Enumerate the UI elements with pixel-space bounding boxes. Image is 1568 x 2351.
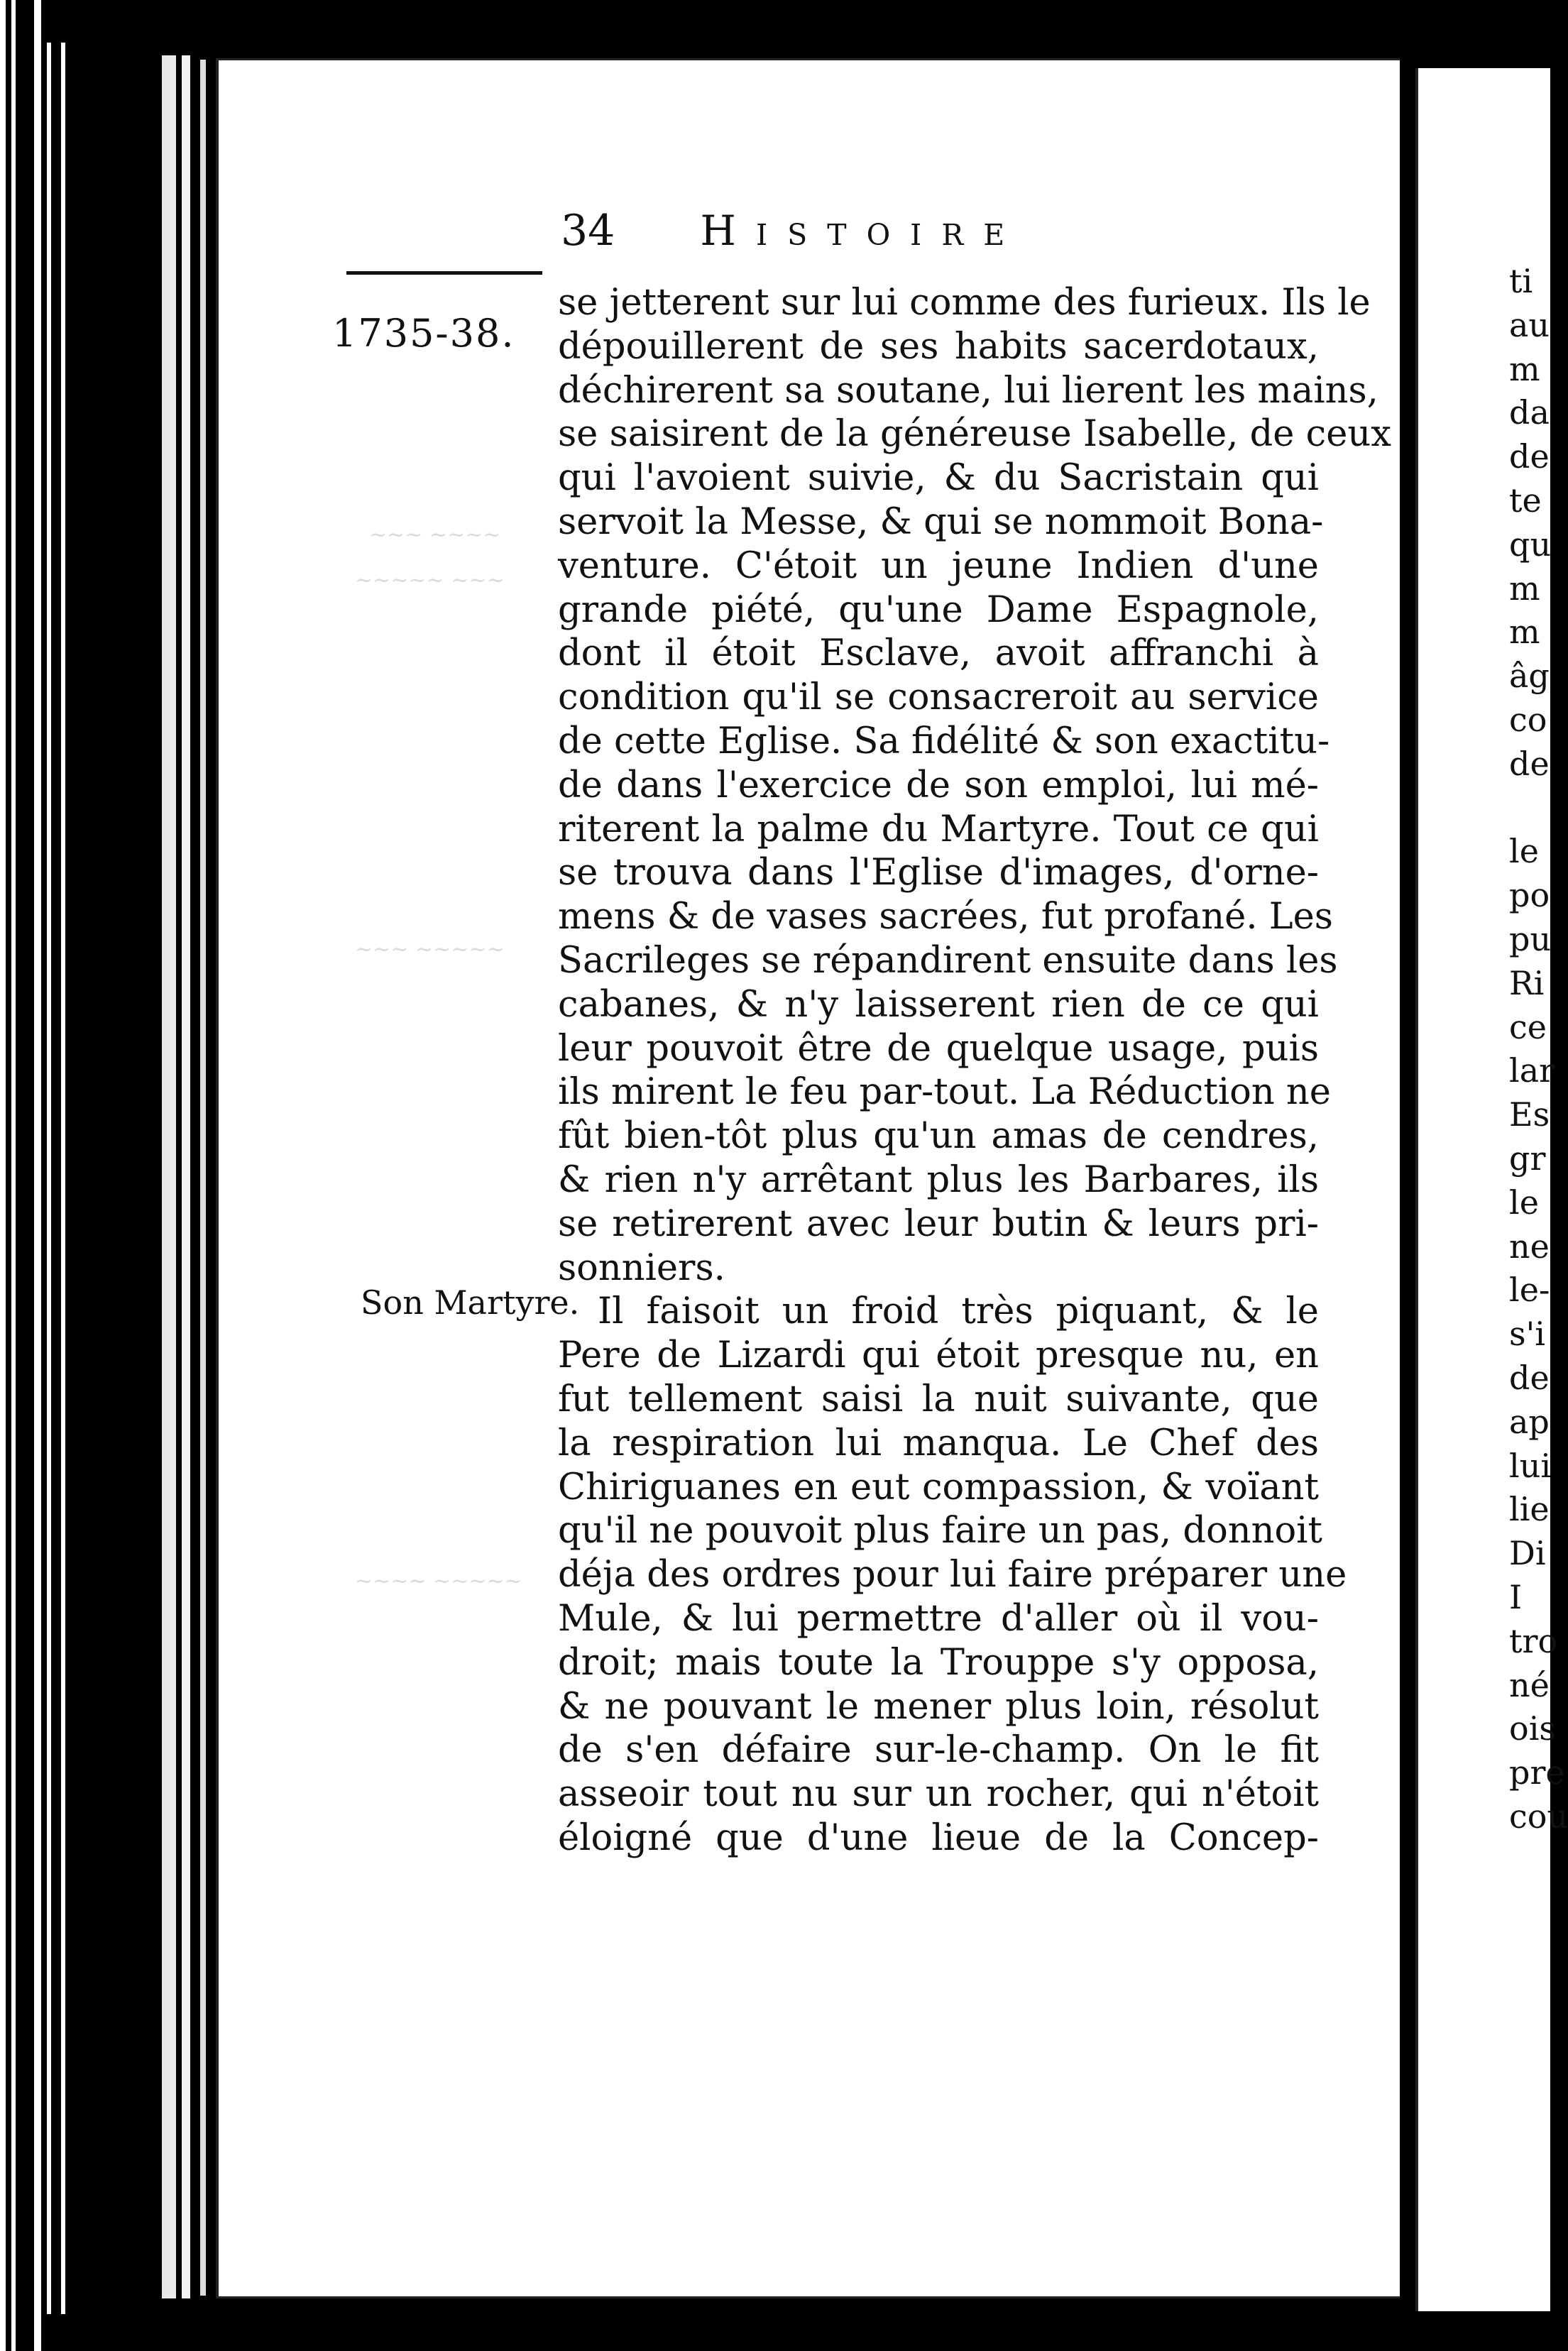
margin-rule	[346, 271, 542, 275]
facing-text-fragment: co	[1509, 700, 1547, 739]
text-line: de dans l'exercice de son emploi, lui mé-	[558, 764, 1319, 806]
text-line: Chiriguanes en eut compassion, & voïant	[558, 1466, 1319, 1508]
page-stack-edge	[200, 60, 206, 2296]
text-line: fût bien-tôt plus qu'un amas de cendres,	[558, 1115, 1319, 1158]
text-line: dépouillerent de ses habits sacerdotaux,	[558, 325, 1319, 368]
book-edge	[47, 43, 51, 2314]
facing-text-fragment: ti	[1509, 262, 1533, 300]
facing-text-fragment: Di	[1509, 1534, 1546, 1573]
text-line: asseoir tout nu sur un rocher, qui n'étoit	[558, 1773, 1319, 1816]
text-line: Sacrileges se répandirent ensuite dans les	[558, 939, 1338, 982]
text-line: de cette Eglise. Sa fidélité & son exactitu-	[558, 720, 1330, 762]
facing-text-fragment: pre	[1509, 1753, 1565, 1792]
facing-text-fragment: pu	[1509, 919, 1552, 958]
page-stack-edge	[182, 55, 190, 2298]
facing-text-fragment: le	[1509, 832, 1539, 871]
body-text	[558, 281, 1392, 1860]
text-line: Pere de Lizardi qui étoit presque nu, en	[558, 1335, 1319, 1377]
facing-text-fragment: te	[1509, 481, 1542, 520]
book-edge	[0, 0, 6, 2351]
text-line: dont il étoit Esclave, avoit affranchi à	[558, 632, 1319, 675]
facing-text-fragment: lui	[1509, 1446, 1552, 1485]
facing-text-fragment: s'i	[1509, 1315, 1545, 1354]
facing-text-fragment: po	[1509, 876, 1550, 915]
facing-text-fragment: le	[1509, 1183, 1539, 1222]
text-line: condition qu'il se consacreroit au service	[558, 676, 1319, 719]
facing-text-fragment: Es	[1509, 1095, 1550, 1134]
text-line: se jetterent sur lui comme des furieux. Ils le	[558, 282, 1371, 324]
facing-text-fragment: ois	[1509, 1709, 1557, 1748]
bleed-through-text: ~~~ ~~~~	[369, 522, 501, 547]
text-line: grande piété, qu'une Dame Espagnole,	[558, 588, 1319, 631]
facing-text-fragment: I	[1509, 1577, 1523, 1616]
margin-note-date: 1735-38.	[332, 311, 515, 356]
book-edge	[61, 43, 65, 2314]
facing-text-fragment: cou	[1509, 1797, 1568, 1836]
text-line: riterent la palme du Martyre. Tout ce qui	[558, 808, 1319, 850]
facing-page	[1415, 68, 1568, 2311]
text-line: mens & de vases sacrées, fut profané. Les	[558, 896, 1333, 938]
facing-text-fragment: lie	[1509, 1490, 1550, 1529]
text-line: se trouva dans l'Eglise d'images, d'orne-	[558, 852, 1319, 894]
text-line: cabanes, & n'y laisserent rien de ce qui	[558, 983, 1319, 1026]
facing-text-fragment: ne	[1509, 1227, 1550, 1266]
facing-text-fragment: lar	[1509, 1051, 1555, 1090]
page-stack-edge	[162, 55, 176, 2298]
text-line: de s'en défaire sur-le-champ. On le fit	[558, 1729, 1319, 1772]
text-line: déchirerent sa soutane, lui lierent les mains,	[558, 369, 1378, 412]
text-line: servoit la Messe, & qui se nommoit Bona-	[558, 500, 1324, 543]
text-line: & ne pouvant le mener plus loin, résolut	[558, 1685, 1319, 1728]
text-line: venture. C'étoit un jeune Indien d'une	[558, 544, 1319, 587]
facing-text-fragment: tro	[1509, 1621, 1558, 1660]
text-line: & rien n'y arrêtant plus les Barbares, ils	[558, 1158, 1319, 1201]
text-line: qui l'avoient suivie, & du Sacristain qui	[558, 457, 1319, 500]
text-line: se saisirent de la généreuse Isabelle, de ceux	[558, 413, 1392, 456]
text-line: se retirerent avec leur butin & leurs pri-	[558, 1202, 1319, 1245]
text-line: la respiration lui manqua. Le Chef des	[558, 1422, 1319, 1464]
facing-text-fragment: de	[1509, 1358, 1550, 1397]
text-line: éloigné que d'une lieue de la Concep-	[558, 1816, 1319, 1859]
running-title: Histoire	[700, 207, 1025, 255]
facing-text-fragment: da	[1509, 393, 1550, 432]
facing-text-fragment	[1509, 787, 1568, 831]
text-line: déja des ordres pour lui faire préparer une	[558, 1554, 1347, 1596]
facing-text-fragment: ce	[1509, 1007, 1547, 1046]
margin-note-martyre: Son Martyre.	[361, 1283, 580, 1322]
facing-text-fragment: âg	[1509, 657, 1550, 696]
text-line: sonniers.	[558, 1246, 725, 1289]
book-edge	[34, 0, 41, 2351]
text-line: qu'il ne pouvoit plus faire un pas, donnoit	[558, 1510, 1322, 1552]
bleed-through-text: ~~~~~ ~~~	[355, 568, 505, 593]
facing-text-fragment: ap	[1509, 1402, 1550, 1441]
facing-text-fragment: m	[1509, 613, 1540, 652]
text-line: Il faisoit un froid très piquant, & le	[598, 1290, 1319, 1333]
facing-page-text	[1509, 260, 1568, 1839]
text-line: ils mirent le feu par-tout. La Réduction ne	[558, 1071, 1331, 1114]
facing-text-fragment: m	[1509, 349, 1540, 388]
page-number: 34	[561, 206, 615, 256]
bleed-through-text: ~~~ ~~~~~	[355, 937, 505, 962]
bleed-through-text: ~~~~ ~~~~~	[355, 1569, 522, 1594]
facing-text-fragment: gr	[1509, 1139, 1546, 1178]
facing-text-fragment: au	[1509, 305, 1550, 344]
text-line: leur pouvoit être de quelque usage, puis	[558, 1027, 1319, 1070]
running-head	[561, 206, 1024, 256]
facing-text-fragment: de	[1509, 744, 1550, 783]
facing-text-fragment: m	[1509, 569, 1540, 608]
facing-text-fragment: Ri	[1509, 963, 1545, 1002]
facing-text-fragment: le-	[1509, 1271, 1550, 1310]
book-edge	[11, 0, 16, 2351]
facing-text-fragment: qu	[1509, 525, 1552, 564]
text-line: droit; mais toute la Trouppe s'y opposa,	[558, 1641, 1319, 1684]
text-line: Mule, & lui permettre d'aller où il vou-	[558, 1597, 1319, 1640]
text-line: fut tellement saisi la nuit suivante, que	[558, 1378, 1319, 1420]
facing-text-fragment: de	[1509, 437, 1550, 476]
facing-text-fragment: né	[1509, 1665, 1550, 1704]
